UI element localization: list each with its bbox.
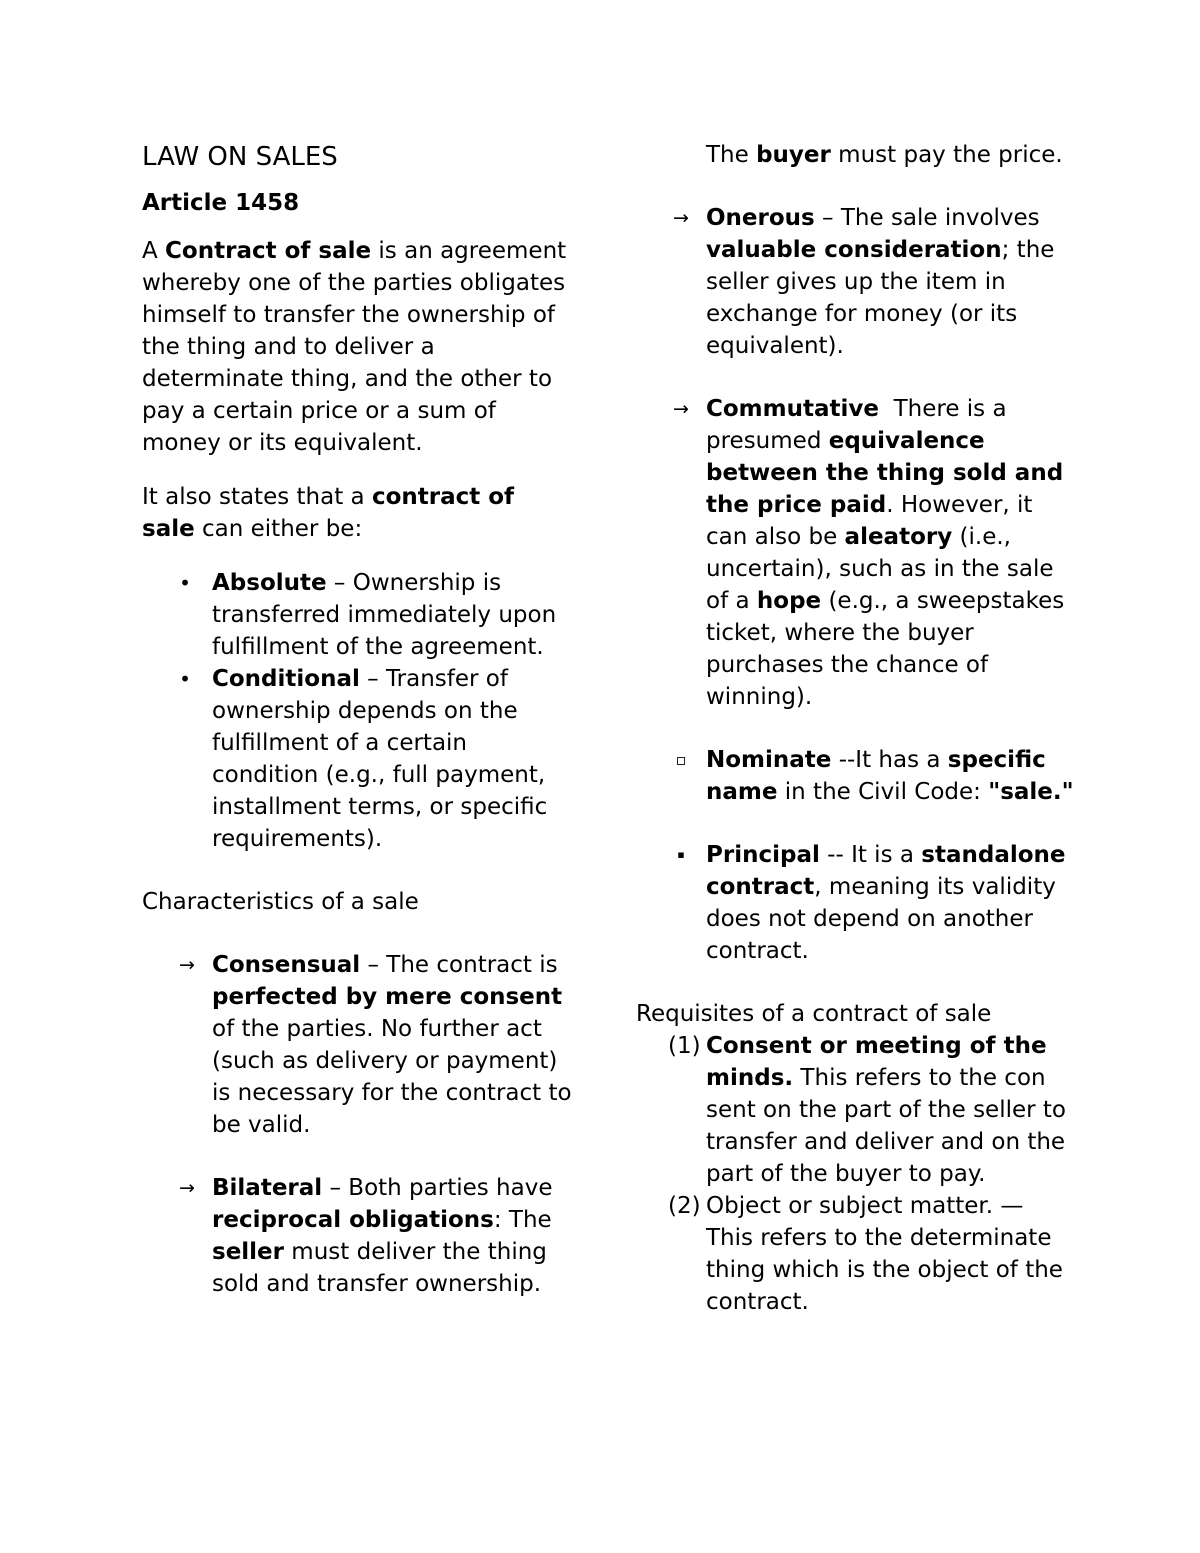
text-run: – Ownership is transferred immediately upon fulfillment of the agreement. [212,570,557,660]
bold-term: Nominate [706,747,832,773]
text-run: . However, it can also be [706,492,1033,550]
arrow-right-icon: → [673,398,689,420]
characteristic-consensual [142,949,572,1141]
number-marker: (1) [668,1033,701,1059]
text-run: : The [493,1207,552,1233]
characteristic-nominate [636,744,1076,808]
text-run: --It has a [831,747,948,773]
list-item [142,567,572,663]
characteristic-bilateral [142,1172,572,1300]
requisite-item [636,1030,1076,1190]
text-run: of the parties. No further act (such as delivery or payment) is necessary for the contract to be valid. [212,1016,572,1138]
bold-term: hope [756,588,822,614]
square-bullet-icon: ▫ [675,750,687,769]
text-run: – The sale involves [814,205,1040,231]
text-run: must deliver the thing sold and transfer ownership. [212,1239,547,1297]
arrow-right-icon: → [179,1177,195,1199]
arrow-right-icon: → [179,954,195,976]
bold-term: reciprocal obligations [212,1207,494,1233]
text-run: (e.g., a sweepstakes ticket, where the buyer purchases the chance of winning). [706,588,1065,710]
either-paragraph [142,481,572,545]
bold-term: standalone contract [706,842,1066,900]
right-column [636,139,1076,1318]
bilateral-continuation [636,139,1076,171]
characteristic-onerous [636,202,1076,362]
text-run: Object or subject matter. — This refers to the determinate thing which is the object of the contract. [706,1193,1063,1315]
text-run: – Transfer of ownership depends on the fulfillment of a certain condition (e.g., full payment, installment terms, or specific requirements). [212,666,548,852]
bold-term: Bilateral [212,1175,323,1201]
page-title: LAW ON SALES [142,142,338,172]
text-run: is an agreement whereby one of the parties obligates himself to transfer the ownership of the thing and to deliver a determinate thing, and the other to pay a certain price or a sum of money or its equivalent. [142,238,567,456]
text-run: ; the seller gives up the item in exchange for money (or its equivalent). [706,237,1055,359]
text-run: must pay the price. [830,142,1063,168]
bold-term: aleatory [844,524,953,550]
bold-term: Commutative [706,396,879,422]
bold-term: Principal [706,842,820,868]
bold-term: Onerous [706,205,815,231]
text-run: in the Civil Code: [777,779,989,805]
bullet-icon: • [179,571,191,595]
bold-term: specific name [706,747,1046,805]
bold-term: seller [212,1239,284,1265]
requisites-heading: Requisites of a contract of sale [636,1001,992,1027]
text-run: , meaning its validity does not depend on another contract. [706,874,1056,964]
text-run: It also states that a [142,484,372,510]
bold-term: "sale." [988,779,1074,805]
characteristic-commutative [636,393,1076,713]
characteristics-heading: Characteristics of a sale [142,889,419,915]
small-square-bullet-icon: ▪ [677,848,685,861]
article-heading: Article 1458 [142,190,300,216]
text-run: A [142,238,166,264]
text-run: – The contract is [360,952,558,978]
bold-term: contract of sale [142,484,515,542]
text-run: This refers to the con sent on the part of the seller to transfer and deliver and on the part of the buyer to pay. [706,1065,1066,1187]
bold-term: Contract of sale [165,238,372,264]
definition-paragraph [142,235,572,459]
bold-term: Consent or meeting of the minds. [706,1033,1047,1091]
bullet-icon: • [179,667,191,691]
text-run: There is a presumed [706,396,1014,454]
bold-term: Conditional [212,666,360,692]
requisite-item [636,1190,1076,1318]
text-run: can either be: [194,516,363,542]
bold-term: Absolute [212,570,327,596]
text-run: – Both parties have [322,1175,553,1201]
bold-term: valuable consideration [706,237,1002,263]
number-marker: (2) [668,1193,701,1219]
text-run: The [706,142,757,168]
bold-term: Consensual [212,952,361,978]
arrow-right-icon: → [673,207,689,229]
text-run: -- It is a [819,842,922,868]
kinds-list [142,567,572,855]
list-item [142,663,572,855]
characteristic-principal [636,839,1076,967]
bold-term: buyer [756,142,831,168]
left-column [142,137,572,1300]
bold-term: perfected by mere consent [212,984,563,1010]
bold-term: equivalence between the thing sold and the price paid [706,428,1064,518]
text-run: (i.e., uncertain), such as in the sale of a [706,524,1054,614]
